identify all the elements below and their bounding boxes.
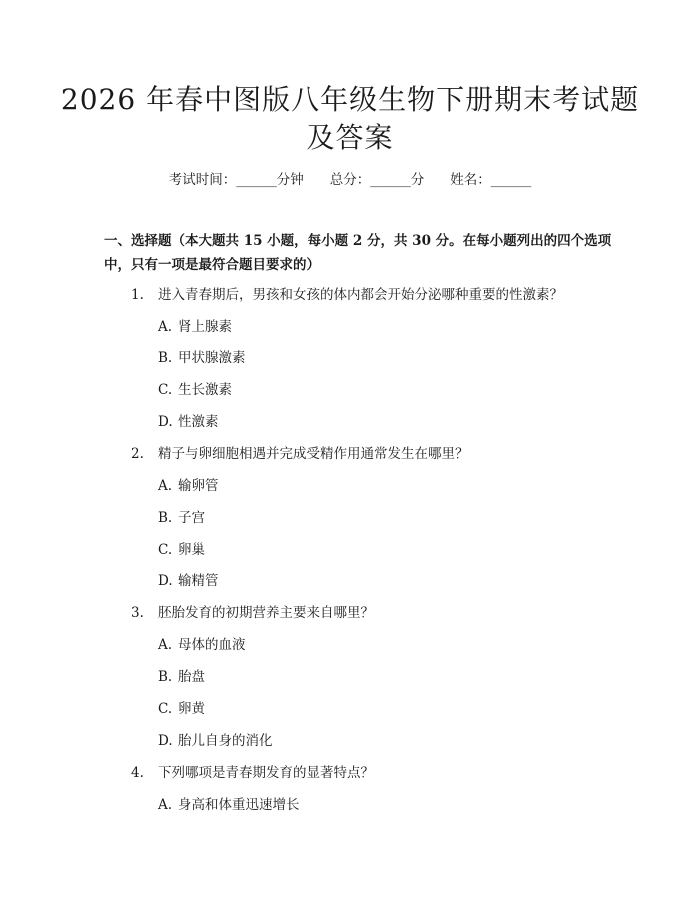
- question-number: 4.: [131, 765, 144, 781]
- option-1b: [158, 346, 246, 366]
- question-text: 进入青春期后，男孩和女孩的体内都会开始分泌哪种重要的性激素？: [158, 287, 563, 303]
- option-text: 胎儿自身的消化: [178, 733, 273, 749]
- option-key: B.: [158, 669, 173, 685]
- option-text: 胎盘: [178, 669, 205, 685]
- question-3: [131, 601, 374, 621]
- exam-info: [0, 168, 700, 188]
- total-score: 总分：______分: [329, 172, 425, 188]
- option-2c: [158, 538, 205, 558]
- option-text: 生长激素: [178, 382, 232, 398]
- option-key: A.: [158, 637, 173, 653]
- option-key: A.: [158, 478, 173, 494]
- exam-time: 考试时间：______分钟: [168, 172, 304, 188]
- option-text: 子宫: [178, 510, 205, 526]
- option-key: D.: [158, 573, 173, 589]
- option-key: A.: [158, 319, 173, 335]
- document-title-line-2: 及答案: [306, 121, 394, 154]
- option-1c: [158, 378, 232, 398]
- option-2a: [158, 474, 219, 494]
- option-2b: [158, 506, 205, 526]
- question-text: 精子与卵细胞相遇并完成受精作用通常发生在哪里？: [158, 446, 469, 462]
- option-1a: [158, 315, 232, 335]
- option-text: 卵黄: [178, 701, 205, 717]
- question-number: 2.: [131, 446, 144, 462]
- section-heading: 一、选择题（本大题共 15 小题，每小题 2 分，共 30 分。在每小题列出的四个选项中，只有一项是最符合题目要求的）: [104, 233, 612, 273]
- option-3c: [158, 697, 205, 717]
- option-text: 性激素: [178, 414, 219, 430]
- option-2d: [158, 569, 219, 589]
- option-3a: [158, 633, 246, 653]
- option-text: 卵巢: [178, 542, 205, 558]
- question-number: 3.: [131, 605, 144, 621]
- option-3d: [158, 729, 273, 749]
- option-text: 母体的血液: [178, 637, 246, 653]
- option-text: 输卵管: [178, 478, 219, 494]
- option-key: C.: [158, 382, 173, 398]
- option-key: C.: [158, 542, 173, 558]
- option-text: 肾上腺素: [178, 319, 232, 335]
- option-text: 身高和体重迅速增长: [178, 797, 300, 813]
- question-4: [131, 761, 374, 781]
- student-name: 姓名：______: [450, 172, 532, 188]
- option-key: B.: [158, 510, 173, 526]
- option-text: 甲状腺激素: [178, 350, 246, 366]
- option-text: 输精管: [178, 573, 219, 589]
- question-number: 1.: [131, 287, 144, 303]
- option-key: D.: [158, 414, 173, 430]
- option-4a: [158, 793, 300, 813]
- option-key: B.: [158, 350, 173, 366]
- question-1: [131, 283, 563, 303]
- document-title-line-1: 2026 年春中图版八年级生物下册期末考试题: [60, 83, 640, 116]
- option-3b: [158, 665, 205, 685]
- question-2: [131, 442, 469, 462]
- option-1d: [158, 410, 219, 430]
- question-text: 下列哪项是青春期发育的显著特点？: [158, 765, 374, 781]
- question-text: 胚胎发育的初期营养主要来自哪里？: [158, 605, 374, 621]
- option-key: C.: [158, 701, 173, 717]
- option-key: D.: [158, 733, 173, 749]
- option-key: A.: [158, 797, 173, 813]
